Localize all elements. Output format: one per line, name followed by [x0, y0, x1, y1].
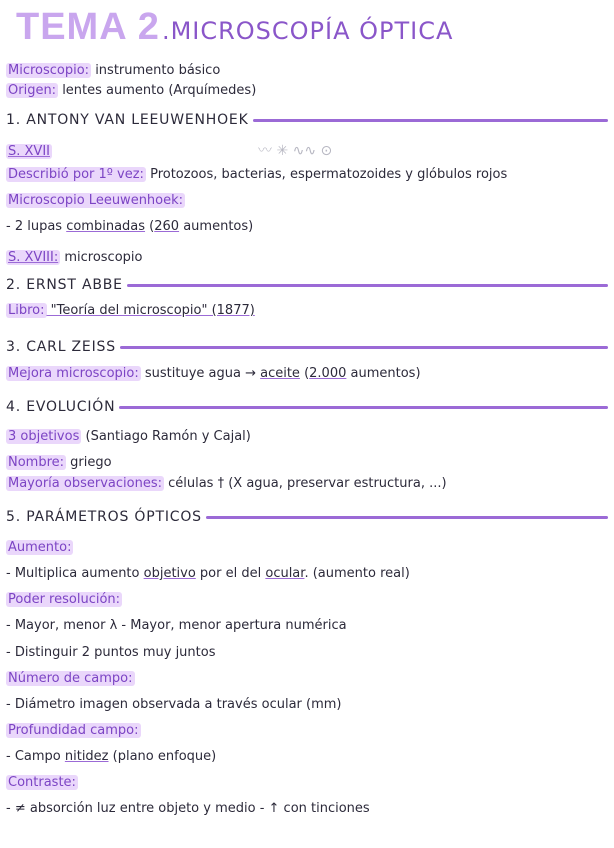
- s3-line-mejora: [6, 365, 421, 383]
- s5-prof-post: (plano enfoque): [108, 749, 217, 764]
- s5-line-prof-key: [6, 722, 141, 740]
- s5-key-numero: Número de campo:: [8, 671, 133, 686]
- s2-line-libro: [6, 302, 255, 320]
- microorganism-doodle-icon: 〰 ✳ ∿∿ ⊙: [258, 143, 333, 159]
- s1-lupas-post: aumentos): [179, 219, 254, 234]
- s5-line-numero-key: [6, 670, 135, 688]
- s1-key-sxviii: S. XVIII:: [8, 250, 59, 265]
- s5-key-poder: Poder resolución:: [8, 592, 121, 607]
- s5-poder-2: - Distinguir 2 puntos muy juntos: [6, 645, 216, 660]
- s1-text-describio: Protozoos, bacterias, espermatozoides y glóbulos rojos: [145, 167, 508, 182]
- intro-line-origen: [6, 82, 256, 100]
- s1-line-microscopio: [6, 192, 185, 210]
- s5-line-poder-1: [6, 617, 347, 635]
- s3-mejora-mid: (: [299, 366, 310, 381]
- section-5-label: 5. PARÁMETROS ÓPTICOS: [6, 509, 202, 525]
- s1-century: S. XVII: [8, 144, 50, 159]
- section-3-label: 3. CARL ZEISS: [6, 339, 116, 355]
- section-1-heading: [6, 111, 608, 129]
- s5-key-aumento: Aumento:: [8, 540, 72, 555]
- s3-mejora-post: aumentos): [346, 366, 421, 381]
- intro-line-microscopio: [6, 62, 220, 80]
- s5-line-contraste-1: [6, 800, 370, 818]
- s4-line-mayoria: [6, 475, 447, 493]
- s5-prof-nitidez: nitidez: [64, 749, 109, 764]
- s4-text-mayoria: células † (X agua, preservar estructura, ...): [163, 476, 447, 491]
- section-1-label: 1. ANTONY VAN LEEUWENHOEK: [6, 112, 249, 128]
- s5-line-poder-key: [6, 591, 122, 609]
- s2-text-libro: "Teoría del microscopio" (1877): [46, 303, 255, 318]
- s1-line-describio: [6, 166, 507, 184]
- s5-line-aumento: [6, 565, 410, 583]
- s1-key-microscopio: Microscopio Leeuwenhoek:: [8, 193, 184, 208]
- s4-key-nombre: Nombre:: [8, 455, 65, 470]
- s5-contraste-1: - ≠ absorción luz entre objeto y medio - ↑ con tinciones: [6, 801, 370, 816]
- key-origen: Origen:: [8, 83, 57, 98]
- s5-line-prof: [6, 748, 216, 766]
- s1-lupas-mid: (: [145, 219, 155, 234]
- s4-text-objetivos: (Santiago Ramón y Cajal): [81, 429, 251, 444]
- s5-aumento-post: . (aumento real): [304, 566, 410, 581]
- s1-key-describio: Describió por 1º vez:: [8, 167, 144, 182]
- section-2-rule: [127, 284, 608, 287]
- s5-numero-1: - Diámetro imagen observada a través ocular (mm): [6, 697, 342, 712]
- s5-key-contraste: Contraste:: [8, 775, 76, 790]
- s5-aumento-ocular: ocular: [265, 566, 305, 581]
- section-5-heading: [6, 508, 608, 526]
- section-4-rule: [119, 406, 608, 409]
- s1-text-sxviii: microscopio: [60, 250, 143, 265]
- s1-lupas-pre: - 2 lupas: [6, 219, 67, 234]
- s1-century-line: [6, 143, 52, 161]
- s3-mejora-aceite: aceite: [260, 366, 300, 381]
- text-origen: lentes aumento (Arquímedes): [58, 83, 257, 98]
- s5-line-poder-2: [6, 644, 215, 662]
- s5-key-prof: Profundidad campo:: [8, 723, 139, 738]
- title-main: TEMA 2: [16, 6, 160, 48]
- section-4-label: 4. EVOLUCIÓN: [6, 399, 116, 415]
- s1-line-sxviii: [6, 249, 142, 267]
- s1-lupas-combinadas: combinadas: [66, 219, 146, 234]
- s4-key-objetivos: 3 objetivos: [8, 429, 80, 444]
- key-microscopio: Microscopio:: [8, 63, 90, 78]
- s3-mejora-2000: 2.000: [309, 366, 347, 381]
- s5-prof-pre: - Campo: [6, 749, 65, 764]
- s5-line-contraste-key: [6, 774, 78, 792]
- text-microscopio: instrumento básico: [91, 63, 221, 78]
- s4-key-mayoria: Mayoría observaciones:: [8, 476, 162, 491]
- s5-poder-1: - Mayor, menor λ - Mayor, menor apertura numérica: [6, 618, 347, 633]
- s3-mejora-pre: sustituye agua →: [140, 366, 261, 381]
- section-3-rule: [120, 346, 608, 349]
- s3-key-mejora: Mejora microscopio:: [8, 366, 139, 381]
- s5-aumento-mid: por el del: [195, 566, 266, 581]
- section-2-heading: [6, 276, 608, 294]
- section-4-heading: [6, 398, 608, 416]
- section-3-heading: [6, 338, 608, 356]
- section-1-rule: [253, 119, 608, 122]
- title-subtitle: .MICROSCOPÍA ÓPTICA: [161, 17, 454, 45]
- page-title: [16, 6, 453, 46]
- s1-lupas-260: 260: [154, 219, 180, 234]
- section-5-rule: [206, 516, 608, 519]
- s1-line-lupas: [6, 218, 253, 236]
- section-2-label: 2. ERNST ABBE: [6, 277, 123, 293]
- s2-key-libro: Libro:: [8, 303, 45, 318]
- s5-aumento-objetivo: objetivo: [143, 566, 196, 581]
- s4-line-nombre: [6, 454, 112, 472]
- s4-line-objetivos: [6, 428, 251, 446]
- s4-text-nombre: griego: [66, 455, 112, 470]
- s5-aumento-pre: - Multiplica aumento: [6, 566, 144, 581]
- s5-line-numero-1: [6, 696, 341, 714]
- s5-line-aumento-key: [6, 539, 73, 557]
